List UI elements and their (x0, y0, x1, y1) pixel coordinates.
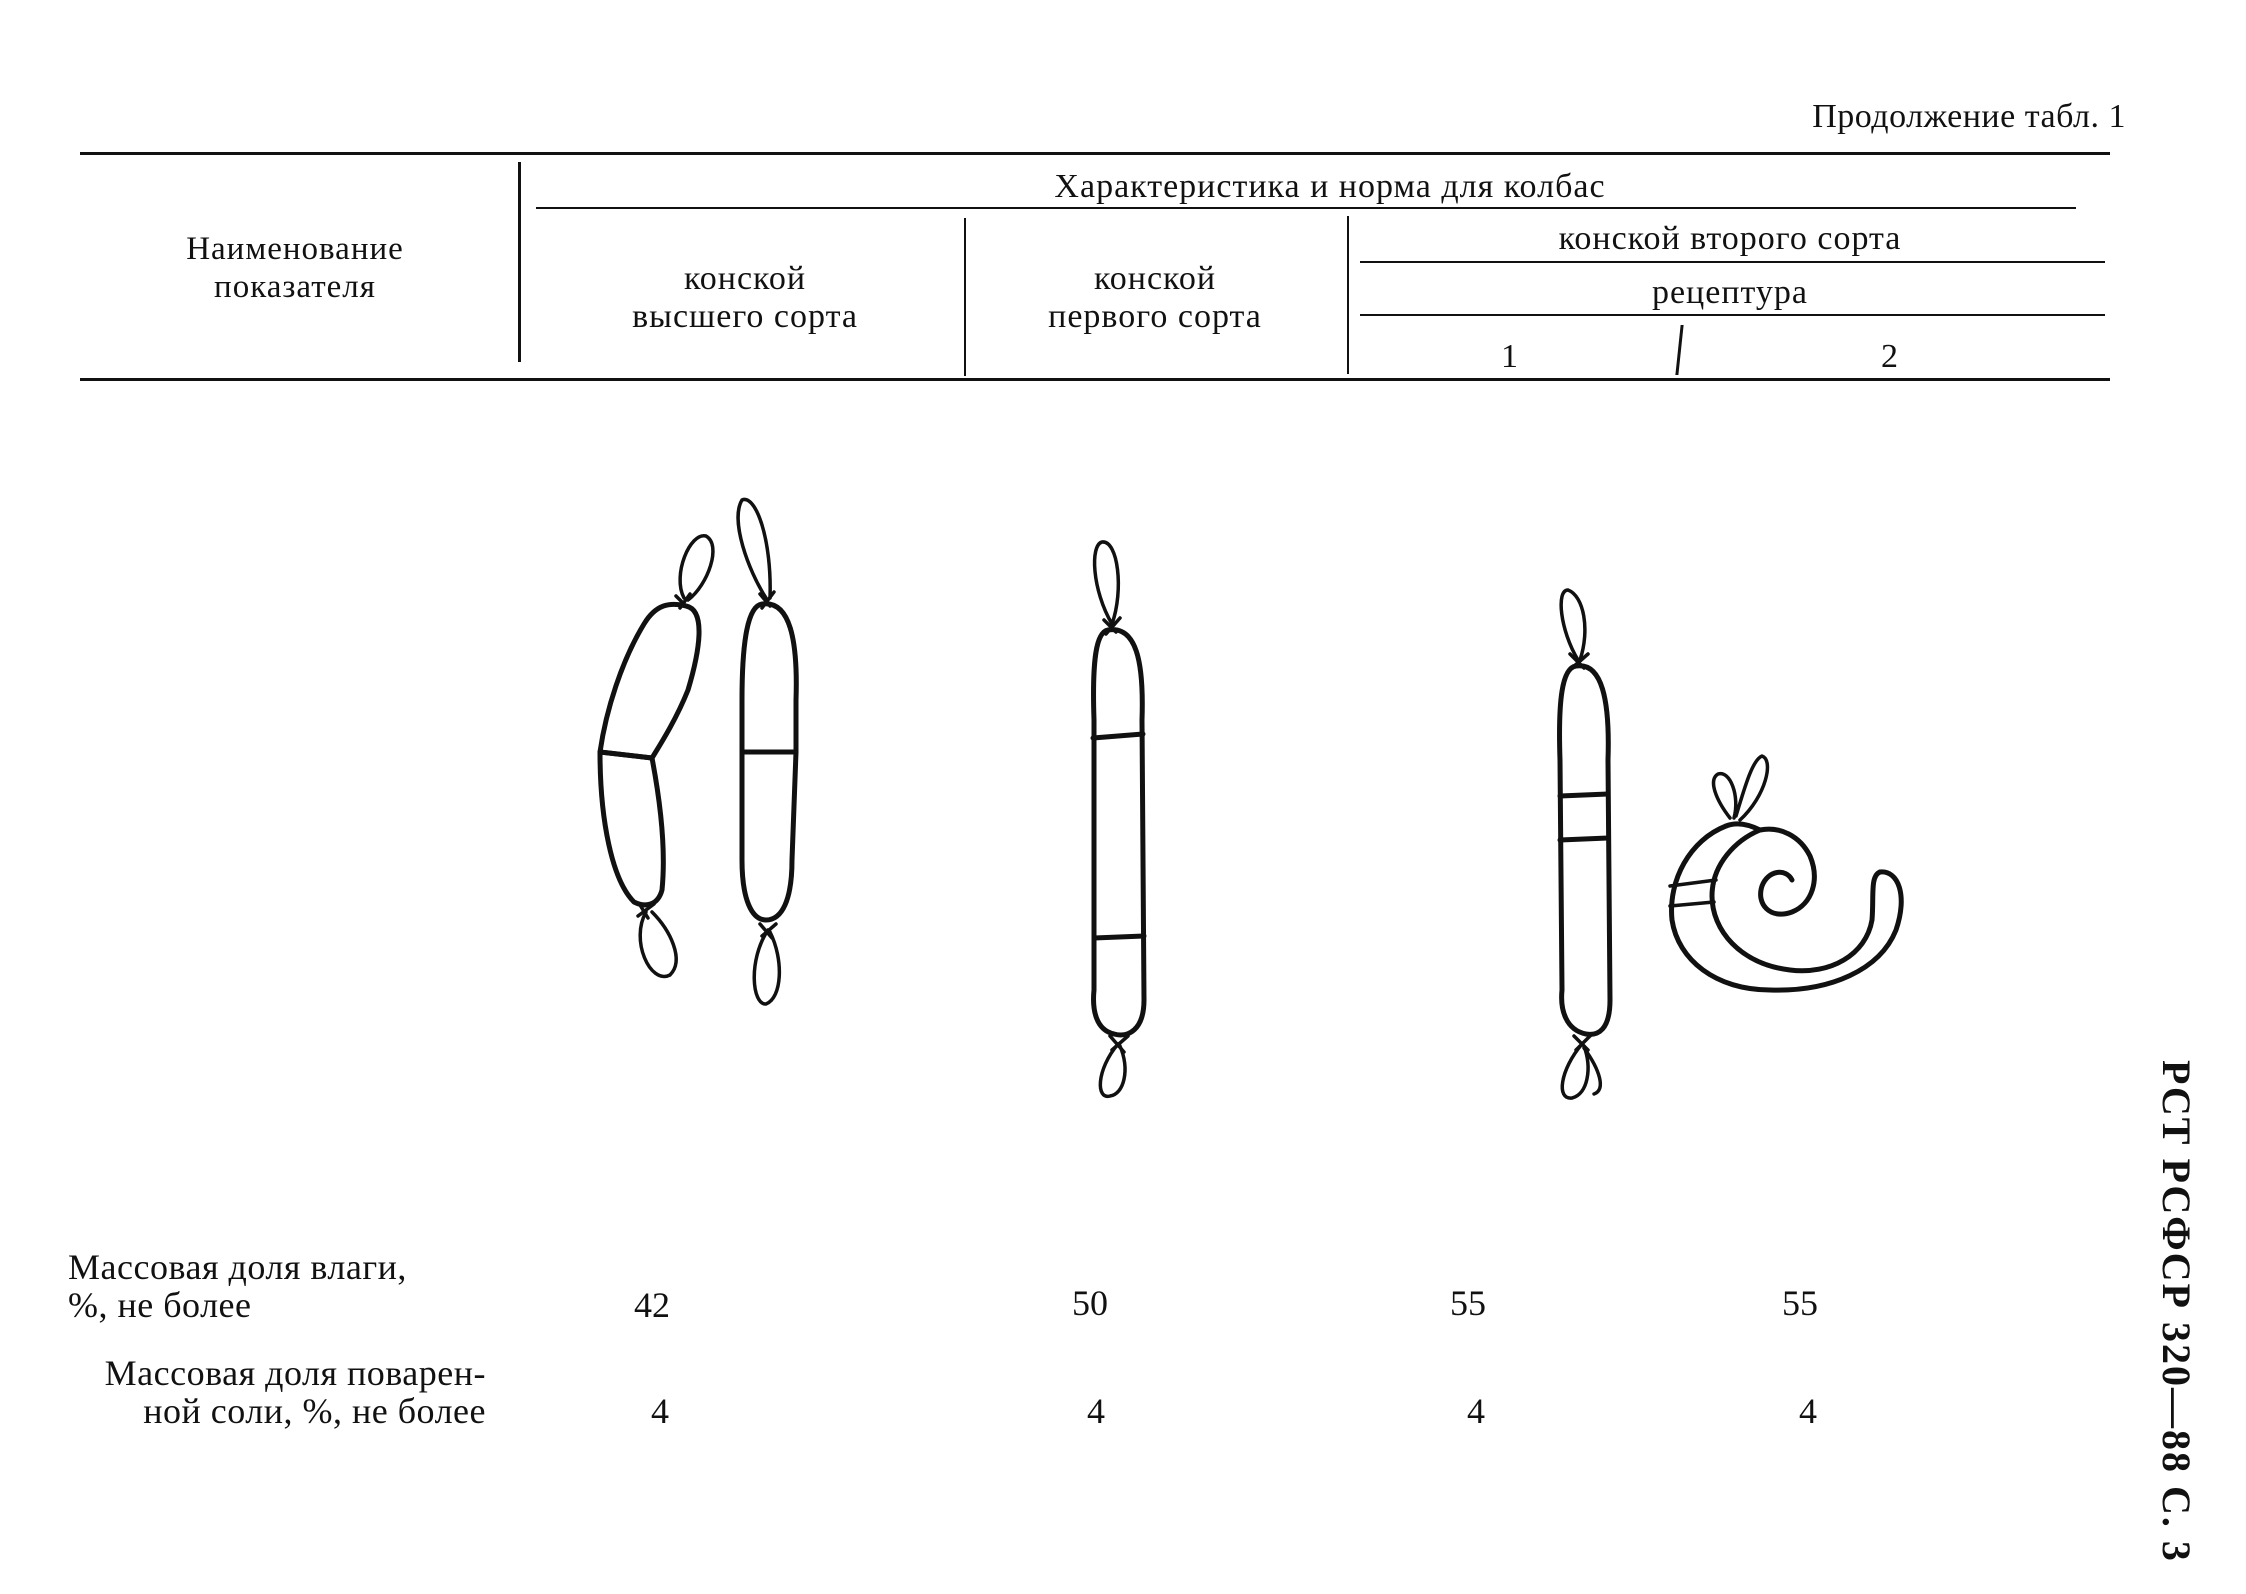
first-grade-sausage (1093, 542, 1144, 1096)
second-grade-recipe-1-sausage (1560, 590, 1610, 1098)
row-moisture-value-second-1: 55 (1450, 1283, 1486, 1323)
row-moisture-value-second-2: 55 (1782, 1283, 1818, 1323)
standard-code-sidebar: РСТ РСФСР 320—88 С. 3 (2154, 1060, 2199, 1563)
indicator-name-header: Наименование показателя (186, 231, 404, 305)
row-moisture-value-first: 50 (1072, 1283, 1108, 1323)
row-salt-value-second-2: 4 (1799, 1391, 1817, 1431)
second-grade-header: конской второго сорта (1558, 220, 1902, 257)
row-salt-value-top: 4 (651, 1391, 669, 1431)
row-salt-value-first: 4 (1087, 1391, 1105, 1431)
top-grade-sausage-straight (738, 499, 796, 1004)
continuation-note: Продолжение табл. 1 (1812, 98, 2126, 135)
recipe-1-header: 1 (1501, 338, 1519, 375)
row-salt-label: Массовая доля поварен- ной соли, %, не более (104, 1353, 486, 1431)
top-grade-sausage-curved (600, 536, 713, 977)
row-moisture-value-top: 42 (634, 1285, 670, 1325)
row-salt-value-second-1: 4 (1467, 1391, 1485, 1431)
group-title-header: Характеристика и норма для колбас (1054, 168, 1606, 205)
top-grade-header: конской высшего сорта (632, 260, 858, 335)
second-grade-recipe-2-sausage (1670, 756, 1901, 990)
row-moisture-label: Массовая доля влаги, %, не более (68, 1247, 407, 1325)
recipe-2-header: 2 (1881, 338, 1899, 375)
recipe-header: рецептура (1651, 274, 1809, 311)
first-grade-header: конской первого сорта (1048, 260, 1262, 335)
